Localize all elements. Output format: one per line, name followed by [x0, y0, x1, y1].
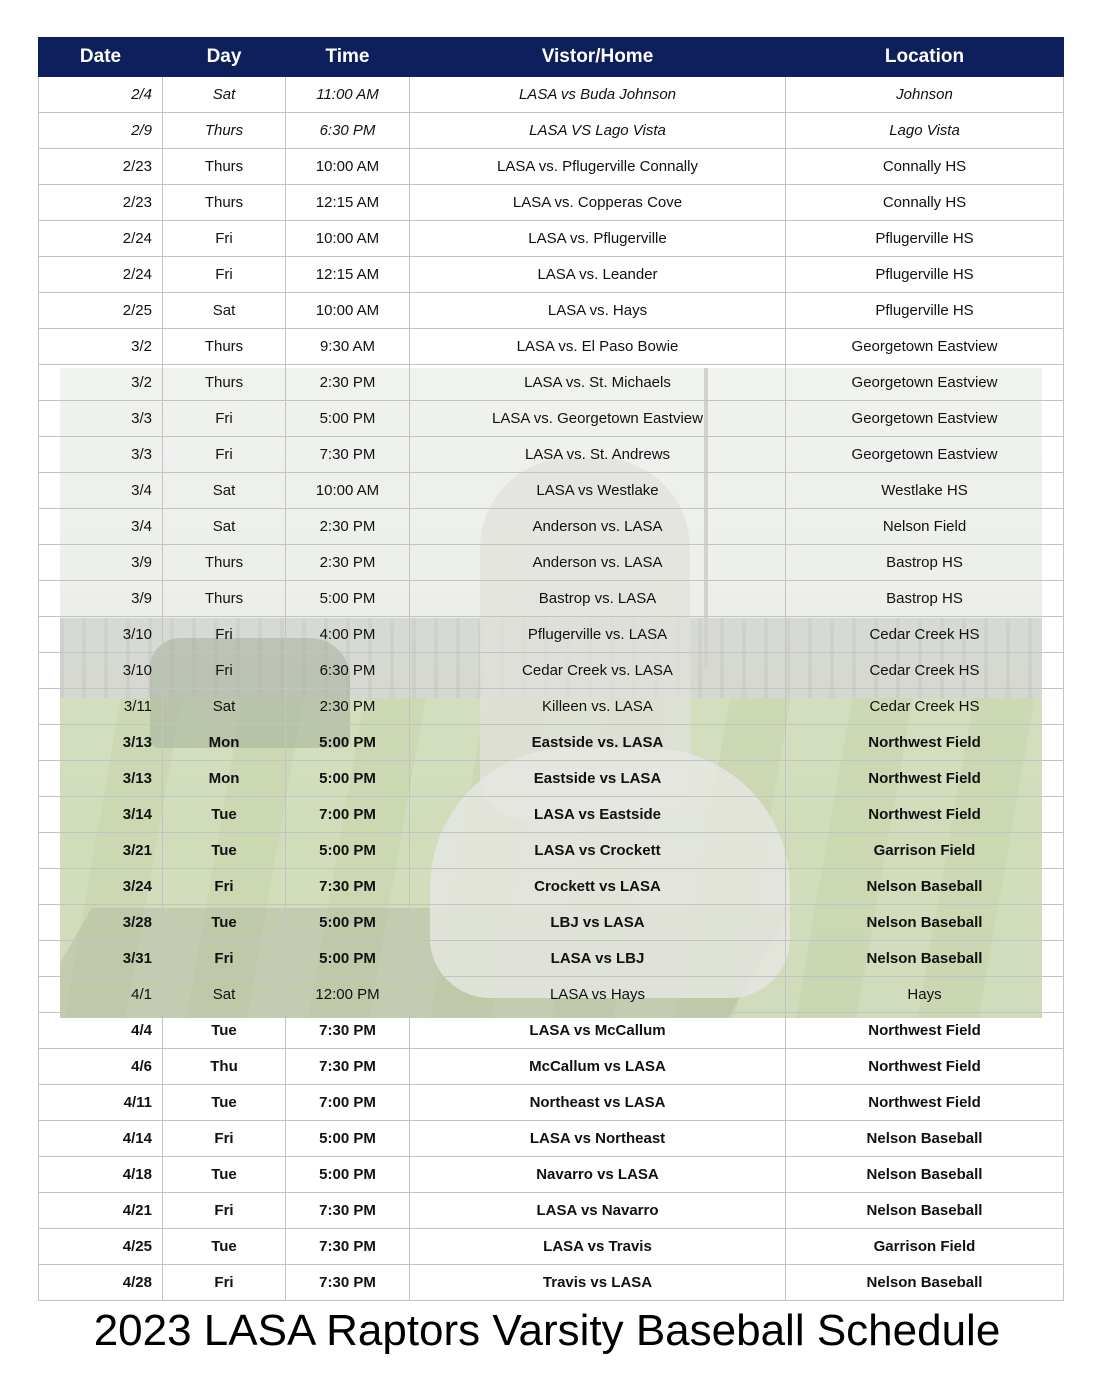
cell-time: 7:30 PM — [286, 1193, 410, 1229]
cell-time: 12:00 PM — [286, 977, 410, 1013]
cell-day: Sat — [163, 689, 286, 725]
cell-location: Northwest Field — [786, 725, 1064, 761]
cell-location: Bastrop HS — [786, 581, 1064, 617]
cell-day: Sat — [163, 77, 286, 113]
cell-date: 3/2 — [39, 329, 163, 365]
cell-time: 11:00 AM — [286, 77, 410, 113]
cell-date: 2/24 — [39, 221, 163, 257]
table-row — [39, 545, 1064, 581]
table-row — [39, 77, 1064, 113]
cell-time: 5:00 PM — [286, 1157, 410, 1193]
cell-time: 5:00 PM — [286, 581, 410, 617]
cell-time: 12:15 AM — [286, 185, 410, 221]
cell-day: Thurs — [163, 113, 286, 149]
cell-date: 3/14 — [39, 797, 163, 833]
cell-day: Thurs — [163, 329, 286, 365]
cell-day: Tue — [163, 1013, 286, 1049]
cell-date: 3/13 — [39, 725, 163, 761]
cell-time: 2:30 PM — [286, 545, 410, 581]
cell-day: Sat — [163, 977, 286, 1013]
cell-matchup: LASA vs Navarro — [410, 1193, 786, 1229]
cell-date: 3/21 — [39, 833, 163, 869]
cell-date: 3/2 — [39, 365, 163, 401]
cell-matchup: LASA vs Crockett — [410, 833, 786, 869]
cell-location: Garrison Field — [786, 833, 1064, 869]
cell-date: 3/9 — [39, 545, 163, 581]
table-row — [39, 725, 1064, 761]
cell-day: Sat — [163, 473, 286, 509]
cell-time: 5:00 PM — [286, 761, 410, 797]
table-row — [39, 689, 1064, 725]
cell-matchup: LASA vs Buda Johnson — [410, 77, 786, 113]
table-row — [39, 617, 1064, 653]
cell-time: 7:30 PM — [286, 1265, 410, 1301]
cell-matchup: Anderson vs. LASA — [410, 509, 786, 545]
table-row — [39, 329, 1064, 365]
cell-location: Johnson — [786, 77, 1064, 113]
cell-day: Fri — [163, 941, 286, 977]
table-row — [39, 905, 1064, 941]
cell-matchup: LASA VS Lago Vista — [410, 113, 786, 149]
cell-time: 5:00 PM — [286, 725, 410, 761]
cell-date: 4/21 — [39, 1193, 163, 1229]
cell-location: Nelson Field — [786, 509, 1064, 545]
cell-date: 3/4 — [39, 509, 163, 545]
cell-date: 4/4 — [39, 1013, 163, 1049]
cell-location: Nelson Baseball — [786, 1265, 1064, 1301]
cell-time: 2:30 PM — [286, 689, 410, 725]
schedule-table — [38, 37, 1064, 1301]
table-row — [39, 257, 1064, 293]
cell-matchup: Eastside vs LASA — [410, 761, 786, 797]
cell-time: 7:30 PM — [286, 1229, 410, 1265]
cell-day: Thurs — [163, 365, 286, 401]
cell-date: 3/11 — [39, 689, 163, 725]
table-row — [39, 1049, 1064, 1085]
cell-date: 3/31 — [39, 941, 163, 977]
cell-location: Hays — [786, 977, 1064, 1013]
cell-date: 3/24 — [39, 869, 163, 905]
table-row — [39, 1157, 1064, 1193]
cell-date: 3/4 — [39, 473, 163, 509]
cell-time: 5:00 PM — [286, 1121, 410, 1157]
cell-matchup: LASA vs Westlake — [410, 473, 786, 509]
cell-location: Nelson Baseball — [786, 869, 1064, 905]
table-row — [39, 1193, 1064, 1229]
table-row — [39, 581, 1064, 617]
cell-matchup: LASA vs. St. Andrews — [410, 437, 786, 473]
cell-matchup: Crockett vs LASA — [410, 869, 786, 905]
cell-location: Pflugerville HS — [786, 221, 1064, 257]
cell-time: 12:15 AM — [286, 257, 410, 293]
cell-date: 2/23 — [39, 149, 163, 185]
cell-time: 7:00 PM — [286, 1085, 410, 1121]
cell-matchup: Bastrop vs. LASA — [410, 581, 786, 617]
cell-location: Nelson Baseball — [786, 941, 1064, 977]
cell-day: Fri — [163, 617, 286, 653]
table-row — [39, 1013, 1064, 1049]
cell-location: Cedar Creek HS — [786, 653, 1064, 689]
cell-time: 10:00 AM — [286, 293, 410, 329]
cell-date: 3/28 — [39, 905, 163, 941]
cell-matchup: Eastside vs. LASA — [410, 725, 786, 761]
cell-location: Nelson Baseball — [786, 1121, 1064, 1157]
cell-time: 7:30 PM — [286, 1049, 410, 1085]
table-row — [39, 1229, 1064, 1265]
cell-time: 10:00 AM — [286, 221, 410, 257]
cell-location: Nelson Baseball — [786, 905, 1064, 941]
table-row — [39, 1265, 1064, 1301]
table-row — [39, 509, 1064, 545]
cell-time: 10:00 AM — [286, 149, 410, 185]
cell-matchup: McCallum vs LASA — [410, 1049, 786, 1085]
cell-matchup: LASA vs. Georgetown Eastview — [410, 401, 786, 437]
cell-day: Fri — [163, 653, 286, 689]
cell-day: Mon — [163, 761, 286, 797]
cell-day: Fri — [163, 401, 286, 437]
cell-date: 3/3 — [39, 401, 163, 437]
cell-time: 10:00 AM — [286, 473, 410, 509]
table-row — [39, 761, 1064, 797]
table-row — [39, 833, 1064, 869]
cell-time: 7:30 PM — [286, 437, 410, 473]
cell-date: 3/10 — [39, 653, 163, 689]
cell-location: Georgetown Eastview — [786, 401, 1064, 437]
cell-day: Sat — [163, 293, 286, 329]
cell-location: Connally HS — [786, 185, 1064, 221]
table-row — [39, 1121, 1064, 1157]
table-row — [39, 401, 1064, 437]
cell-day: Thurs — [163, 545, 286, 581]
header-row — [39, 38, 1064, 77]
table-row — [39, 977, 1064, 1013]
cell-date: 4/28 — [39, 1265, 163, 1301]
page-title: 2023 LASA Raptors Varsity Baseball Schedule — [93, 1306, 1001, 1355]
cell-day: Fri — [163, 257, 286, 293]
cell-location: Georgetown Eastview — [786, 437, 1064, 473]
cell-matchup: LASA vs Eastside — [410, 797, 786, 833]
cell-matchup: Travis vs LASA — [410, 1265, 786, 1301]
table-row — [39, 869, 1064, 905]
cell-day: Tue — [163, 797, 286, 833]
cell-date: 3/3 — [39, 437, 163, 473]
cell-date: 4/25 — [39, 1229, 163, 1265]
cell-location: Cedar Creek HS — [786, 617, 1064, 653]
cell-location: Connally HS — [786, 149, 1064, 185]
cell-day: Thu — [163, 1049, 286, 1085]
cell-time: 2:30 PM — [286, 509, 410, 545]
cell-location: Bastrop HS — [786, 545, 1064, 581]
table-row — [39, 437, 1064, 473]
cell-location: Northwest Field — [786, 1085, 1064, 1121]
cell-location: Nelson Baseball — [786, 1193, 1064, 1229]
header-time: Time — [286, 38, 410, 77]
cell-matchup: LBJ vs LASA — [410, 905, 786, 941]
header-matchup: Vistor/Home — [410, 38, 786, 77]
cell-day: Tue — [163, 1085, 286, 1121]
cell-date: 4/11 — [39, 1085, 163, 1121]
cell-location: Georgetown Eastview — [786, 365, 1064, 401]
table-row — [39, 221, 1064, 257]
cell-day: Fri — [163, 1121, 286, 1157]
cell-matchup: LASA vs. El Paso Bowie — [410, 329, 786, 365]
table-row — [39, 941, 1064, 977]
cell-date: 2/4 — [39, 77, 163, 113]
cell-time: 2:30 PM — [286, 365, 410, 401]
table-row — [39, 365, 1064, 401]
cell-matchup: LASA vs Travis — [410, 1229, 786, 1265]
cell-location: Northwest Field — [786, 761, 1064, 797]
cell-location: Lago Vista — [786, 113, 1064, 149]
cell-day: Fri — [163, 1265, 286, 1301]
cell-matchup: LASA vs. Leander — [410, 257, 786, 293]
cell-time: 5:00 PM — [286, 905, 410, 941]
cell-time: 5:00 PM — [286, 941, 410, 977]
cell-matchup: Killeen vs. LASA — [410, 689, 786, 725]
cell-matchup: LASA vs. Hays — [410, 293, 786, 329]
cell-date: 3/9 — [39, 581, 163, 617]
cell-time: 6:30 PM — [286, 653, 410, 689]
header-day: Day — [163, 38, 286, 77]
cell-location: Westlake HS — [786, 473, 1064, 509]
cell-time: 5:00 PM — [286, 401, 410, 437]
cell-time: 6:30 PM — [286, 113, 410, 149]
cell-matchup: Northeast vs LASA — [410, 1085, 786, 1121]
cell-location: Georgetown Eastview — [786, 329, 1064, 365]
cell-location: Nelson Baseball — [786, 1157, 1064, 1193]
cell-date: 4/1 — [39, 977, 163, 1013]
cell-day: Mon — [163, 725, 286, 761]
cell-day: Fri — [163, 1193, 286, 1229]
cell-date: 3/10 — [39, 617, 163, 653]
table-row — [39, 113, 1064, 149]
cell-date: 2/23 — [39, 185, 163, 221]
cell-time: 9:30 AM — [286, 329, 410, 365]
header-date: Date — [39, 38, 163, 77]
header-location: Location — [786, 38, 1064, 77]
table-row — [39, 473, 1064, 509]
cell-day: Tue — [163, 1157, 286, 1193]
cell-day: Thurs — [163, 185, 286, 221]
cell-time: 4:00 PM — [286, 617, 410, 653]
cell-day: Sat — [163, 509, 286, 545]
table-row — [39, 149, 1064, 185]
table-row — [39, 653, 1064, 689]
table-row — [39, 797, 1064, 833]
cell-date: 2/24 — [39, 257, 163, 293]
cell-matchup: Pflugerville vs. LASA — [410, 617, 786, 653]
table-row — [39, 1085, 1064, 1121]
cell-day: Tue — [163, 905, 286, 941]
cell-day: Thurs — [163, 581, 286, 617]
cell-location: Northwest Field — [786, 1013, 1064, 1049]
cell-location: Cedar Creek HS — [786, 689, 1064, 725]
cell-matchup: LASA vs Hays — [410, 977, 786, 1013]
cell-time: 7:30 PM — [286, 1013, 410, 1049]
cell-location: Pflugerville HS — [786, 293, 1064, 329]
cell-matchup: LASA vs. Pflugerville Connally — [410, 149, 786, 185]
cell-matchup: LASA vs. Pflugerville — [410, 221, 786, 257]
cell-location: Northwest Field — [786, 797, 1064, 833]
cell-day: Fri — [163, 437, 286, 473]
cell-matchup: Cedar Creek vs. LASA — [410, 653, 786, 689]
cell-date: 2/9 — [39, 113, 163, 149]
cell-date: 2/25 — [39, 293, 163, 329]
cell-location: Northwest Field — [786, 1049, 1064, 1085]
cell-time: 5:00 PM — [286, 833, 410, 869]
table-row — [39, 185, 1064, 221]
cell-matchup: LASA vs McCallum — [410, 1013, 786, 1049]
table-row — [39, 293, 1064, 329]
cell-date: 3/13 — [39, 761, 163, 797]
cell-matchup: LASA vs. Copperas Cove — [410, 185, 786, 221]
cell-day: Thurs — [163, 149, 286, 185]
cell-day: Fri — [163, 221, 286, 257]
cell-matchup: Navarro vs LASA — [410, 1157, 786, 1193]
cell-matchup: LASA vs LBJ — [410, 941, 786, 977]
cell-date: 4/6 — [39, 1049, 163, 1085]
cell-location: Pflugerville HS — [786, 257, 1064, 293]
cell-date: 4/18 — [39, 1157, 163, 1193]
cell-time: 7:30 PM — [286, 869, 410, 905]
cell-matchup: LASA vs Northeast — [410, 1121, 786, 1157]
cell-matchup: LASA vs. St. Michaels — [410, 365, 786, 401]
cell-day: Tue — [163, 1229, 286, 1265]
cell-time: 7:00 PM — [286, 797, 410, 833]
cell-location: Garrison Field — [786, 1229, 1064, 1265]
cell-matchup: Anderson vs. LASA — [410, 545, 786, 581]
cell-day: Tue — [163, 833, 286, 869]
cell-day: Fri — [163, 869, 286, 905]
cell-date: 4/14 — [39, 1121, 163, 1157]
